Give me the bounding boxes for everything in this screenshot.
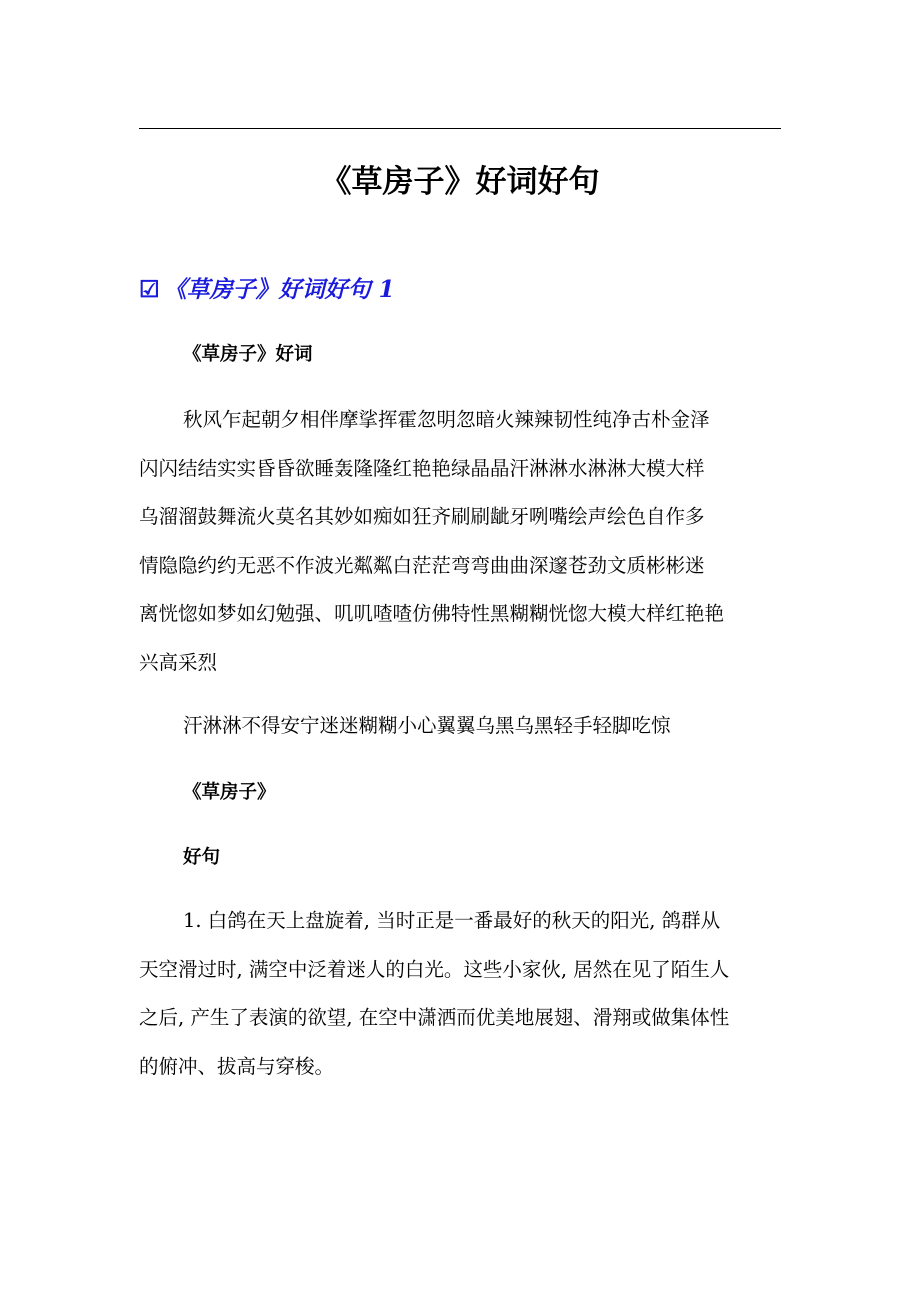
text-line: 1. 白鸽在天上盘旋着, 当时正是一番最好的秋天的阳光, 鸽群从 — [183, 909, 721, 932]
checkbox-icon: ☑ — [139, 276, 160, 303]
text-line: 乌溜溜鼓舞流火莫名其妙如痴如狂齐刷刷龇牙咧嘴绘声绘色自作多 — [139, 505, 705, 528]
page-title: 《草房子》好词好句 — [320, 164, 600, 200]
text-line: 之后, 产生了表演的欲望, 在空中潇洒而优美地展翅、滑翔或做集体性 — [139, 1006, 730, 1029]
text-line: 离恍惚如梦如幻勉强、叽叽喳喳仿佛特性黑糊糊恍惚大模大样红艳艳 — [139, 602, 725, 625]
sub-heading-sentences: 好句 — [183, 847, 221, 868]
sub-heading-book: 《草房子》 — [183, 782, 276, 803]
text-line: 汗淋淋不得安宁迷迷糊糊小心翼翼乌黑乌黑轻手轻脚吃惊 — [183, 714, 671, 737]
text-line: 秋风乍起朝夕相伴摩挲挥霍忽明忽暗火辣辣韧性纯净古朴金泽 — [183, 408, 710, 431]
section-heading — [139, 270, 395, 310]
section-heading-text: 《草房子》好词好句 1 — [163, 276, 395, 303]
sentence-paragraph-1 — [139, 897, 784, 1091]
words-paragraph — [139, 396, 784, 687]
text-line: 情隐隐约约无恶不作波光粼粼白茫茫弯弯曲曲深邃苍劲文质彬彬迷 — [139, 553, 705, 577]
header-rule — [139, 128, 781, 129]
text-line: 兴高采烈 — [139, 650, 218, 674]
sub-heading-words: 《草房子》好词 — [183, 344, 313, 365]
words-paragraph-2 — [139, 702, 784, 751]
text-line: 天空滑过时, 满空中泛着迷人的白光。这些小家伙, 居然在见了陌生人 — [139, 957, 730, 981]
text-line: 的俯冲、拔高与穿梭。 — [139, 1054, 335, 1078]
text-line: 闪闪结结实实昏昏欲睡轰隆隆红艳艳绿晶晶汗淋淋水淋淋大模大样 — [139, 456, 705, 480]
